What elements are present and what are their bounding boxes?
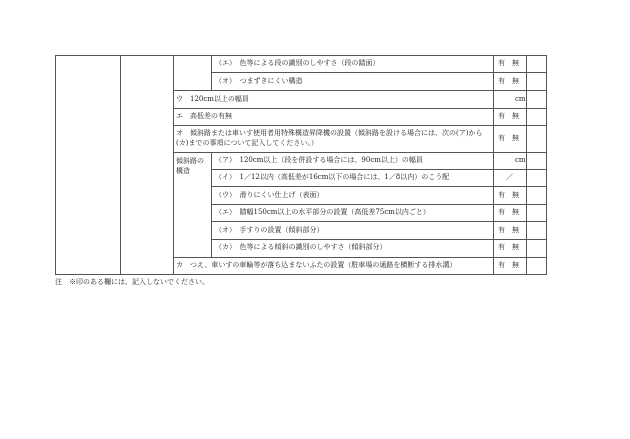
slope-structure-label: 傾斜路の構造 bbox=[176, 157, 204, 175]
rule bbox=[526, 55, 527, 275]
rule bbox=[173, 108, 546, 109]
answer-mark: 有 無 bbox=[498, 226, 519, 234]
rule-left bbox=[55, 55, 56, 275]
rule bbox=[211, 204, 546, 205]
item-text: （ウ） 滑りにくい仕上げ（表面） bbox=[215, 191, 324, 199]
answer-mark: 有 無 bbox=[498, 208, 519, 216]
answer-mark: cm bbox=[515, 156, 526, 164]
item-text: （イ） 1／12以内（高低差が16cm以下の場合には、1／8以内）のこう配 bbox=[215, 173, 450, 181]
rule-top bbox=[55, 55, 546, 56]
rule-right bbox=[546, 55, 547, 275]
rule bbox=[211, 72, 546, 73]
rule bbox=[211, 152, 212, 257]
rule bbox=[173, 55, 174, 275]
rule bbox=[493, 55, 494, 275]
rule bbox=[211, 169, 546, 170]
item-text: （オ） つまずきにくい構造 bbox=[215, 77, 303, 85]
rule bbox=[211, 55, 212, 90]
item-text: オ 傾斜路または車いす使用者用特殊構造昇降機の設置（傾斜路を設ける場合には、次の(ア)から(カ)までの事項について記入してください。） bbox=[176, 129, 483, 147]
answer-mark: cm bbox=[515, 95, 526, 103]
item-text: （オ） 手すりの設置（傾斜部分） bbox=[215, 226, 324, 234]
answer-mark: 有 無 bbox=[498, 191, 519, 199]
item-text: ウ 120cm以上の幅員 bbox=[176, 95, 249, 103]
rule bbox=[173, 90, 546, 91]
footnote: 注 ※印のある欄には、記入しないでください。 bbox=[55, 278, 209, 286]
rule-bottom bbox=[55, 274, 546, 275]
answer-mark: 有 無 bbox=[498, 134, 519, 142]
rule bbox=[211, 186, 546, 187]
item-text: （エ） 踏幅150cm以上の水平部分の設置（高低差75cm以内ごと） bbox=[215, 208, 430, 216]
answer-mark: 有 無 bbox=[498, 77, 519, 85]
item-text: エ 高低差の有無 bbox=[176, 112, 232, 120]
rule bbox=[173, 152, 546, 153]
answer-mark: 有 無 bbox=[498, 112, 519, 120]
rule bbox=[173, 125, 546, 126]
rule bbox=[211, 239, 546, 240]
rule bbox=[211, 221, 546, 222]
rule bbox=[173, 257, 546, 258]
answer-mark: 有 無 bbox=[498, 261, 519, 269]
item-text: （ア） 120cm以上（段を併設する場合には、90cm以上）の幅員 bbox=[215, 156, 423, 164]
item-text: （エ） 色等による段の識別のしやすさ（段の踏面） bbox=[215, 59, 380, 67]
item-text: （カ） 色等による傾斜の識別のしやすさ（傾斜部分） bbox=[215, 243, 387, 251]
item-text: カ つえ、車いすの車輪等が落ち込まないふたの設置（駐車場の通路を横断する排水溝） bbox=[176, 261, 457, 269]
answer-mark: 有 無 bbox=[498, 243, 519, 251]
answer-mark: ／ bbox=[506, 173, 513, 181]
rule bbox=[120, 55, 121, 275]
answer-mark: 有 無 bbox=[498, 59, 519, 67]
